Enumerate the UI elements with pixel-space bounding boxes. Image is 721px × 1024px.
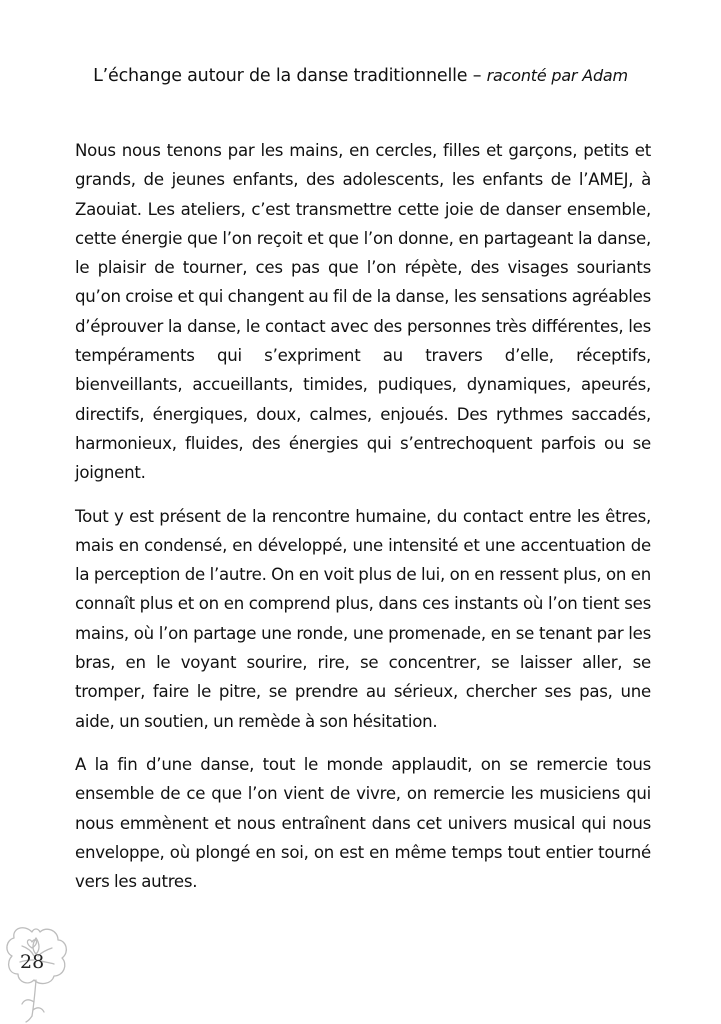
paragraph-1: Nous nous tenons par les mains, en cercles, filles et garçons, petits et grands, de jeunes enfants, des adolescents, les enfants de l’AMEJ, à Zaouiat. Les ateliers, c’est transmettre cette joie de danser ensemble, cette énergie que l’on reçoit et que l’on donne, en partageant la danse, le plaisir de tourner, ces pas que l’on répète, des visages souriants qu’on croise et qui changent au fil de la danse, les sensations agréables d’éprouver la danse, le contact avec des personnes très différentes, les tempéraments qui s’expriment au travers d’elle, réceptifs, bienveillants, accueillants, timides, pudiques, dynamiques, apeurés, directifs, énergiques, doux, calmes, enjoués. Des rythmes saccadés, harmonieux, fluides, des énergies qui s’entrechoquent parfois ou se joignent. [75,141,651,483]
paragraph-3: A la fin d’une danse, tout le monde applaudit, on se remercie tous ensemble de ce que l’on vient de vivre, on remercie les musiciens qui nous emmènent et nous entraînent dans cet univers musical qui nous enveloppe, où plongé en soi, on est en même temps tout entier tourné vers les autres. [75,754,651,892]
paragraph-2: Tout y est présent de la rencontre humaine, du contact entre les êtres, mais en condensé, en développé, une intensité et une accentuation de la perception de l’autre. On en voit plus de lui, on en ressent plus, on en connaît plus et on en comprend plus, dans ces instants où l’on tient ses mains, où l’on partage une ronde, une promenade, en se tenant par les bras, en le voyant sourire, rire, se concentrer, se laisser aller, se tromper, faire le pitre, se prendre au sérieux, chercher ses pas, une aide, un soutien, un remède à son hésitation. [75,506,651,731]
title-main: L’échange autour de la danse traditionnelle [93,66,468,86]
title-separator: – [467,66,487,86]
page-number: 28 [20,951,45,973]
title-author: raconté par Adam [486,66,628,85]
body-text [75,136,651,910]
page-title [0,64,721,88]
